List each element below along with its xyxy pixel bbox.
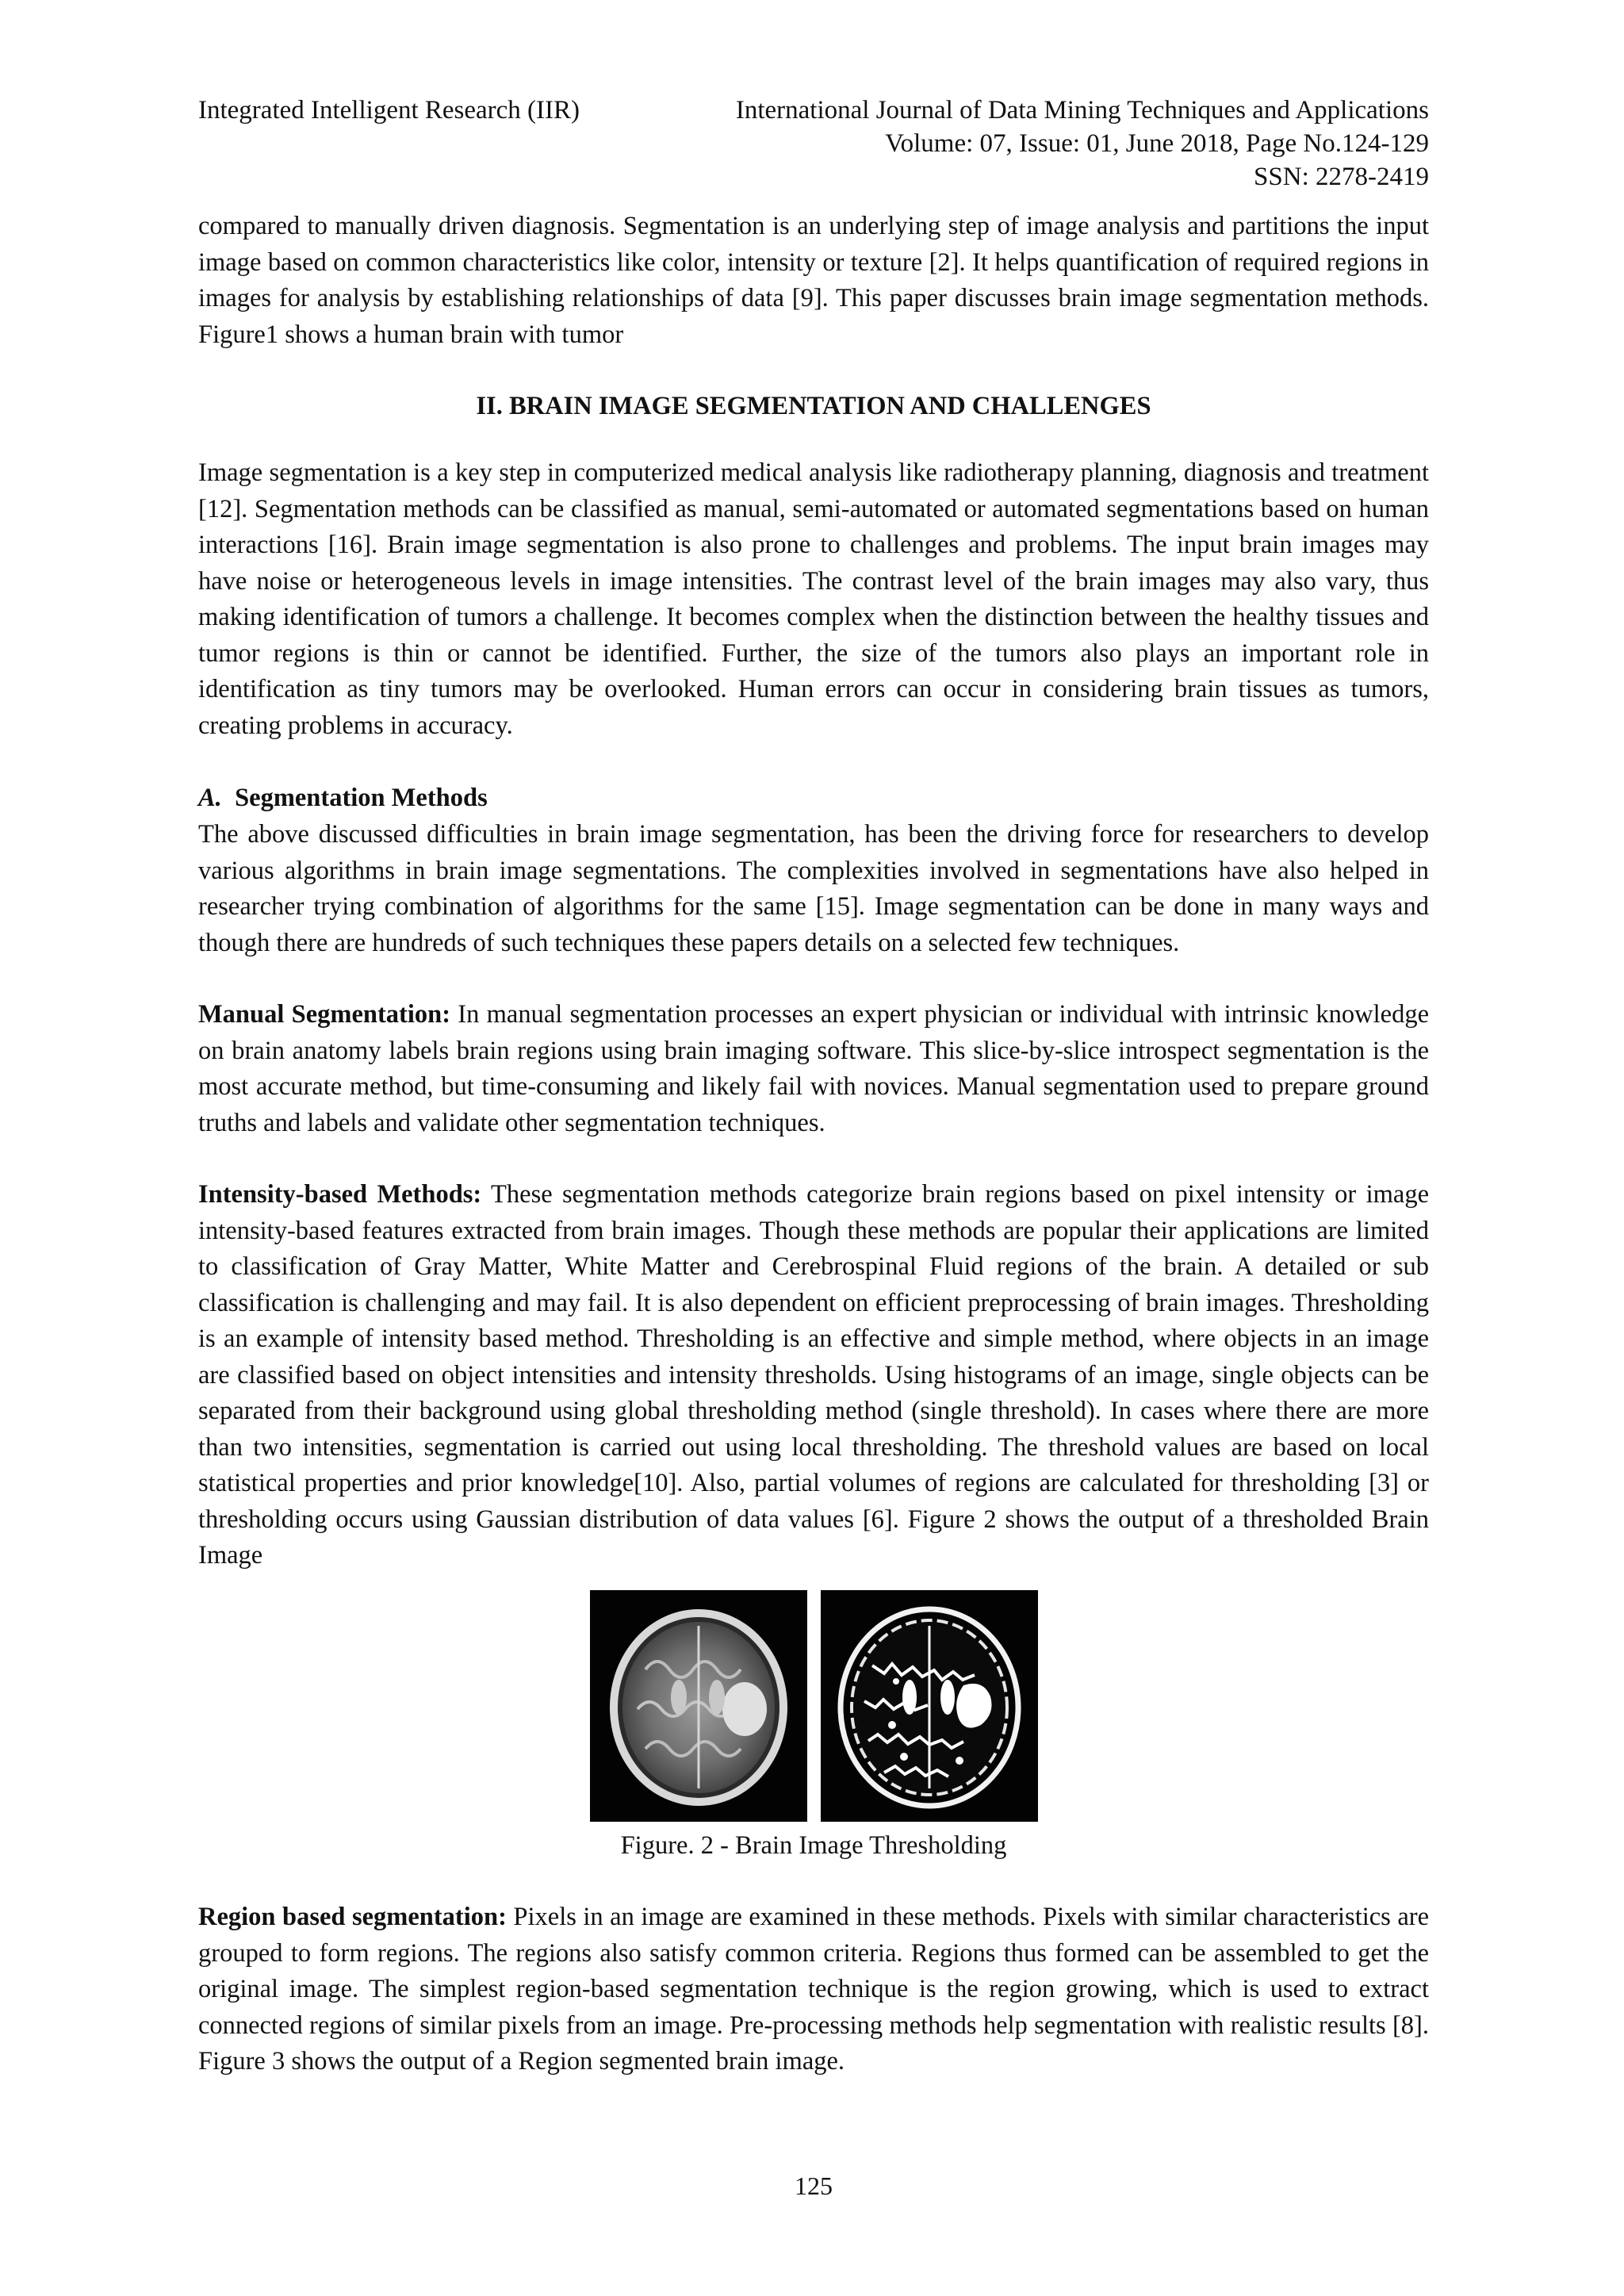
- header-journal-title: International Journal of Data Mining Techniques and Applications: [735, 96, 1429, 125]
- intensity-methods-paragraph: [198, 1177, 1429, 1574]
- region-label: Region based segmentation:: [198, 1903, 507, 1931]
- manual-text: In manual segmentation processes an expert physician or individual with intrinsic knowledge on brain anatomy labels brain regions using brain imaging software. This slice-by-slice introspect segmentation is the most accurate method, but time-consuming and likely fail with novices. Manual segmentation used to prepare ground truths and labels and validate other segmentation techniques.: [198, 1000, 1430, 1137]
- region-text: Pixels in an image are examined in these methods. Pixels with similar characteristics are grouped to form regions. The regions also satisfy common criteria. Regions thus formed can be assembled to get the original image. The simplest region-based segmentation technique is the region growing, which is used to extract connected regions of similar pixels from an image. Pre-processing methods help segmentation with realistic results [8]. Figure 3 shows the output of a Region segmented brain image.: [198, 1903, 1429, 2076]
- intro-paragraph: compared to manually driven diagnosis. Segmentation is an underlying step of image analysis and partitions the input image based on common characteristics like color, intensity or texture [2]. It helps quantification of required regions in images for analysis by establishing relationships of data [9]. This paper discusses brain image segmentation methods. Figure1 shows a human brain with tumor: [198, 212, 1429, 349]
- manual-label: Manual Segmentation:: [198, 1000, 451, 1029]
- segmentation-methods-paragraph: The above discussed difficulties in brain image segmentation, has been the driving force for researchers to develop various algorithms in brain image segmentations. The complexities involved in segmentations have also helped in researcher trying combination of algorithms for the same [15]. Image segmentation can be done in many ways and though there are hundreds of such techniques these papers details on a selected few techniques.: [198, 820, 1429, 957]
- intensity-text: These segmentation methods categorize brain regions based on pixel intensity or image intensity-based features extracted from brain images. Though these methods are popular their applications are limited to classification of Gray Matter, White Matter and Cerebrospinal Fluid regions of the brain. A detailed or sub classification is challenging and may fail. It is also dependent on efficient preprocessing of brain images. Thresholding is an example of intensity based method. Thresholding is an effective and simple method, where objects in an image are classified based on object intensities and intensity thresholds. Using histograms of an image, single objects can be separated from their background using global thresholding method (single threshold). In cases where there are more than two intensities, segmentation is carried out using local thresholding. The threshold values are based on local statistical properties and prior knowledge[10]. Also, partial volumes of regions are calculated for thresholding [3] or thresholding occurs using Gaussian distribution of data values [6]. Figure 2 shows the output of a thresholded Brain Image: [198, 1180, 1429, 1570]
- section2-paragraph: Image segmentation is a key step in computerized medical analysis like radiotherapy planning, diagnosis and treatment [12]. Segmentation methods can be classified as manual, semi-automated or automated segmentations based on human interactions [16]. Brain image segmentation is also prone to challenges and problems. The input brain images may have noise or heterogeneous levels in image intensities. The contrast level of the brain images may also vary, thus making identification of tumors a challenge. It becomes complex when the distinction between the healthy tissues and tumor regions is thin or cannot be identified. Further, the size of the tumors also plays an important role in identification as tiny tumors may be overlooked. Human errors can occur in considering brain tissues as tumors, creating problems in accuracy.: [198, 458, 1429, 740]
- mri-thresholded-image: [821, 1590, 1038, 1822]
- mri-original-image: [590, 1590, 807, 1822]
- header-publisher: Integrated Intelligent Research (IIR): [198, 96, 580, 125]
- figure-2: [590, 1590, 1039, 1822]
- page-number: 125: [795, 2171, 833, 2200]
- section-heading-2: II. BRAIN IMAGE SEGMENTATION AND CHALLENGES: [476, 392, 1151, 420]
- manual-segmentation-paragraph: [198, 997, 1429, 1141]
- subsection-title: Segmentation Methods: [235, 784, 488, 812]
- intensity-label: Intensity-based Methods:: [198, 1180, 482, 1209]
- subsection-letter: A.: [198, 784, 222, 812]
- header-volume-issue: Volume: 07, Issue: 01, June 2018, Page No.124-129: [885, 129, 1429, 158]
- figure-2-caption: Figure. 2 - Brain Image Thresholding: [620, 1831, 1007, 1860]
- header-journal-info: [736, 94, 1429, 194]
- region-segmentation-paragraph: [198, 1899, 1429, 2080]
- subsection-heading-a: [198, 780, 488, 816]
- header-issn: SSN: 2278-2419: [1254, 163, 1429, 191]
